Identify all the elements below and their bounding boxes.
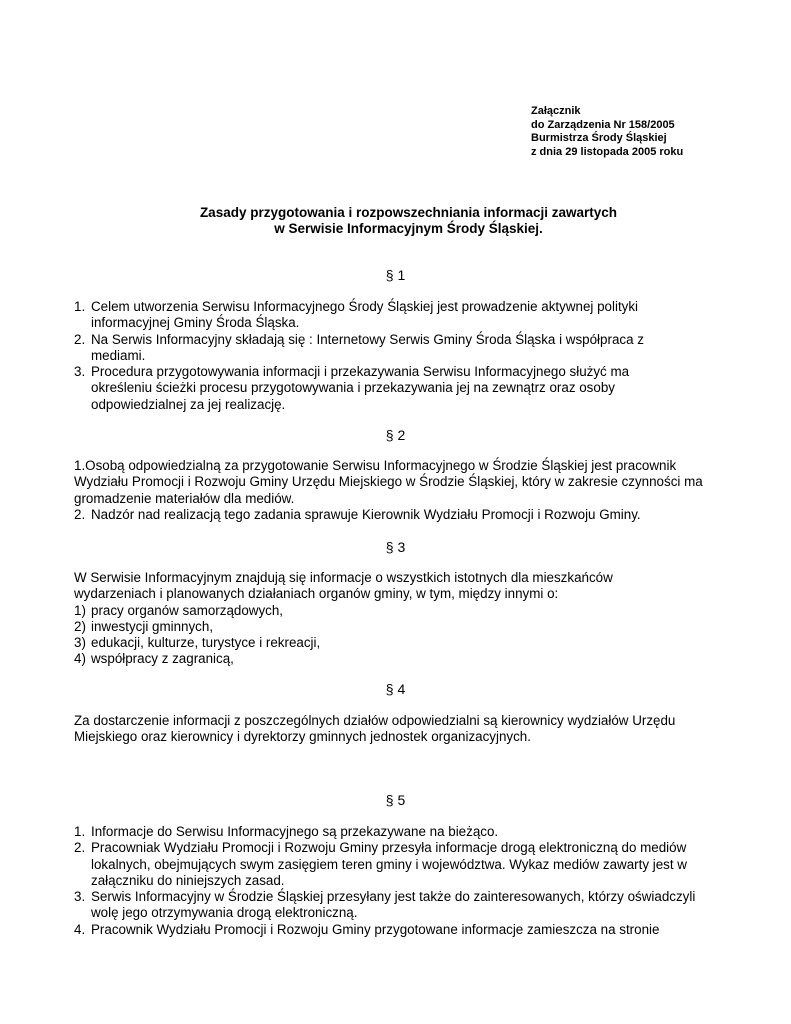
section-5-heading: § 5 xyxy=(385,792,406,808)
item-number: 1. xyxy=(74,299,86,314)
item-number: 4) xyxy=(74,651,86,667)
item-text: pracy organów samorządowych, xyxy=(91,602,284,618)
item-text: edukacji, kulturze, turystyce i rekreacji, xyxy=(91,635,321,651)
item-text: Serwis Informacyjny w Środzie Śląskiej przesyłany jest także do zainteresowanych, którzy oświadczyli wolę jego otrzymywania drogą elektroniczną. xyxy=(91,889,696,921)
item-number: 3. xyxy=(74,364,86,380)
section-5-list xyxy=(74,824,724,938)
section-3-body xyxy=(74,570,664,668)
item-text: Procedura przygotowywania informacji i przekazywania Serwisu Informacyjnego służyć ma określeniu ścieżki procesu przygotowywania i przekazywania jej na zewnątrz oraz osoby odpowiedzialnej za jej realizację. xyxy=(91,364,630,412)
item-text: Na Serwis Informacyjny składają się : Internetowy Serwis Gminy Środa Śląska i współpraca z mediami. xyxy=(91,331,644,363)
item-number: 3. xyxy=(74,889,86,905)
section-2-heading: § 2 xyxy=(385,427,406,443)
item-number: 2. xyxy=(74,331,86,347)
item-text: Nadzór nad realizacją tego zadania sprawuje Kierownik Wydziału Promocji i Rozwoju Gminy. xyxy=(91,506,641,522)
section-4-heading: § 4 xyxy=(385,681,406,697)
list-item xyxy=(74,840,724,889)
item-text: Pracowniak Wydziału Promocji i Rozwoju Gminy przesyła informacje drogą elektroniczną do mediów lokalnych, obejmujących swym zasięgiem teren gminy i województwa. Wykaz mediów zawarty jest w załączniku do niniejszych zasad. xyxy=(91,840,687,888)
list-item xyxy=(74,824,724,840)
item-text: Celem utworzenia Serwisu Informacyjnego Środy Śląskiej jest prowadzenie aktywnej polityki informacyjnej Gminy Środa Śląska. xyxy=(91,299,639,331)
list-item xyxy=(74,651,664,667)
list-item xyxy=(74,507,722,523)
list-item xyxy=(74,364,686,413)
section-4-paragraph: Za dostarczenie informacji z poszczególnych działów odpowiedzialni są kierownicy wydziałów Urzędu Miejskiego oraz kierownicy i dyrektorzy gminnych jednostek organizacyjnych. xyxy=(74,713,676,745)
list-item xyxy=(74,299,686,332)
item-text: inwestycji gminnych, xyxy=(91,618,214,634)
attachment-header xyxy=(531,105,683,159)
attachment-line: do Zarządzenia Nr 158/2005 xyxy=(531,118,675,131)
list-item xyxy=(74,889,724,922)
list-item xyxy=(74,332,686,365)
list-item xyxy=(74,619,664,635)
item-number: 1. xyxy=(74,824,86,839)
item-number: 2) xyxy=(74,618,86,634)
section-1-heading: § 1 xyxy=(385,267,406,283)
document-title xyxy=(0,205,791,237)
title-line: w Serwisie Informacyjnym Środy Śląskiej. xyxy=(274,221,543,236)
item-text: Informacje do Serwisu Informacyjnego są przekazywane na bieżąco. xyxy=(91,824,499,839)
section-1-list xyxy=(74,299,686,413)
list-item xyxy=(74,603,664,619)
attachment-line: Burmistrza Środy Śląskiej xyxy=(531,132,667,144)
section-3-heading: § 3 xyxy=(385,539,406,555)
section-2-paragraph: 1.Osobą odpowiedzialną za przygotowanie Serwisu Informacyjnego w Środzie Śląskiej jest pracownik Wydziału Promocji i Rozwoju Gminy Urzędu Miejskiego w Środzie Śląskiej, który w zakresie czynności ma gromadzenie materiałów dla mediów. xyxy=(74,458,703,506)
attachment-line: Załącznik xyxy=(531,105,581,117)
item-number: 3) xyxy=(74,635,86,651)
title-line: Zasady przygotowania i rozpowszechniania informacji zawartych xyxy=(199,205,618,220)
item-text: Pracownik Wydziału Promocji i Rozwoju Gminy przygotowane informacje zamieszcza na stronie xyxy=(91,921,660,937)
section-2-body xyxy=(74,458,722,523)
item-number: 4. xyxy=(74,921,86,937)
attachment-line: z dnia 29 listopada 2005 roku xyxy=(531,145,684,158)
item-number: 2. xyxy=(74,840,86,856)
list-item xyxy=(74,922,724,938)
item-number: 2. xyxy=(74,506,86,522)
list-item xyxy=(74,635,664,651)
item-text: współpracy z zagranicą, xyxy=(91,651,234,667)
item-number: 1) xyxy=(74,602,86,618)
section-3-intro: W Serwisie Informacyjnym znajdują się informacje o wszystkich istotnych dla mieszkańców wydarzeniach i planowanych działaniach organów gminy, w tym, między innymi o: xyxy=(74,570,613,602)
